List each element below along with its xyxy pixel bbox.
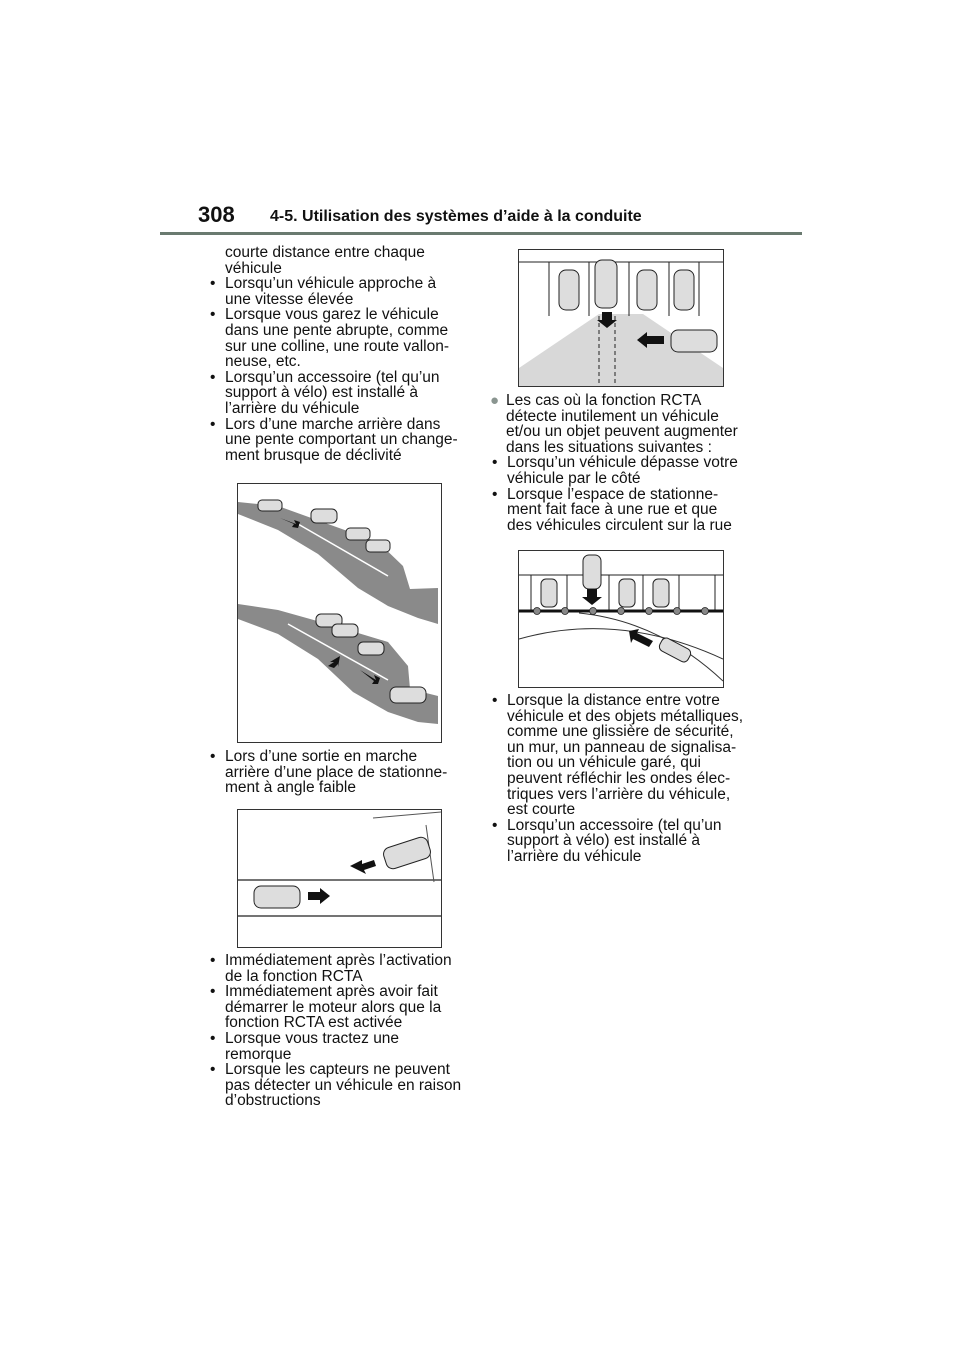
list-item: • Lorsque l’espace de stationne- ment fait face à une rue et que des véhicules circulent sur la rue [492, 485, 732, 534]
right-text-block-1 [490, 393, 760, 533]
slope-illustration [237, 483, 442, 743]
street-parking-illustration [518, 550, 724, 688]
list-item: • Lors d’une sortie en marche arrière d’une place de stationne- ment à angle faible [210, 748, 448, 797]
right-text-block-2 [490, 693, 760, 865]
header-rule [160, 232, 802, 235]
bullet-icon: • [210, 275, 216, 293]
list-item: • Lorsque vous garez le véhicule dans une pente abrupte, comme sur une colline, une route vallon- neuse, etc. [210, 306, 450, 371]
bullet-icon: • [210, 306, 216, 324]
bullet-icon: • [492, 454, 498, 472]
list-item: • Lorsque vous tractez une remorque [210, 1029, 400, 1063]
bullet-icon: • [210, 748, 216, 765]
left-text-block-2 [208, 749, 474, 796]
list-item: • Lors d’une marche arrière dans une pente comportant un change- ment brusque de déclivité [210, 415, 458, 464]
left-text-block-1 [208, 245, 474, 463]
bullet-icon: • [210, 983, 216, 1001]
chapter-title: 4-5. Utilisation des systèmes d’aide à la conduite [270, 208, 642, 225]
circle-bullet-icon: ● [490, 392, 500, 409]
list-item: • Lorsque les capteurs ne peuvent pas détecter un véhicule en raison d’obstructions [210, 1061, 462, 1110]
list-item: • Immédiatement après avoir fait démarrer le moteur alors que la fonction RCTA est activée [210, 983, 442, 1032]
left-text-block-3 [208, 953, 474, 1109]
bullet-icon: • [210, 1029, 216, 1047]
list-item: • Lorsqu’un accessoire (tel qu’un support à vélo) est installé à l’arrière du véhicule [210, 368, 440, 417]
bullet-icon: • [210, 952, 216, 969]
angled-parking-illustration [237, 809, 442, 948]
list-item: • Lorsqu’un véhicule dépasse votre véhicule par le côté [492, 454, 738, 487]
parking-sensor-illustration [518, 249, 724, 387]
list-item: • Lorsque la distance entre votre véhicule et des objets métalliques, comme une glissière de sécurité, un mur, un panneau de signalisa- tion ou un véhicule garé, qui peuvent réfléchir les ondes élec- triques vers l’arrière du véhicule, est courte [492, 692, 744, 819]
list-item: • Immédiatement après l’activation de la fonction RCTA [210, 952, 452, 985]
bullet-icon: • [210, 368, 216, 386]
bullet-icon: • [492, 816, 498, 834]
bullet-icon: • [492, 692, 498, 709]
bullet-icon: • [210, 1061, 216, 1079]
page-header [160, 200, 802, 236]
continuation-line: véhicule [225, 259, 282, 277]
continuation-line: courte distance entre chaque [225, 244, 425, 261]
bullet-icon: • [492, 485, 498, 503]
lead-paragraph: ● Les cas où la fonction RCTA détecte inutilement un véhicule et/ou un objet peuvent augmenter dans les situations suivantes : [490, 392, 738, 456]
page-number: 308 [198, 202, 235, 227]
bullet-icon: • [210, 415, 216, 433]
list-item: • Lorsqu’un accessoire (tel qu’un support à vélo) est installé à l’arrière du véhicule [492, 816, 722, 865]
list-item: • Lorsqu’un véhicule approche à une vitesse élevée [210, 275, 437, 308]
